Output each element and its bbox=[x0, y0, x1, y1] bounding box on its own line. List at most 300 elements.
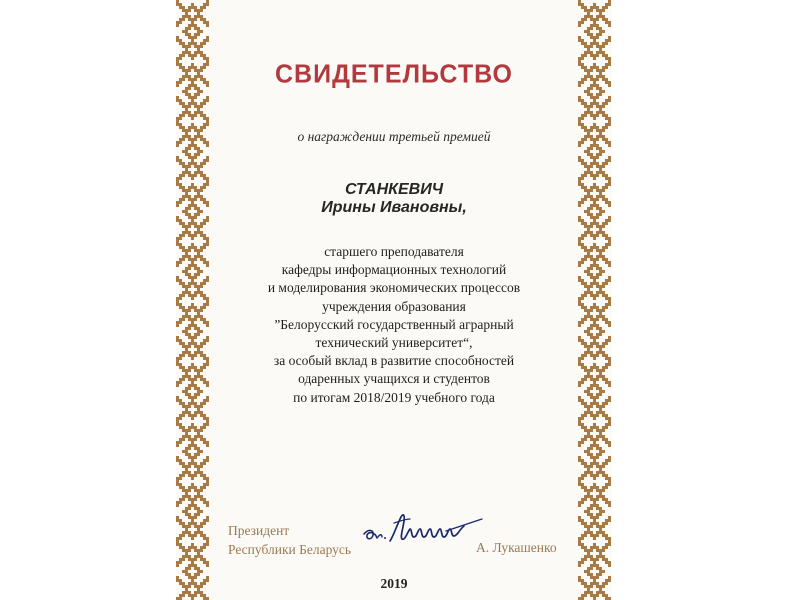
ornament-cell bbox=[194, 486, 197, 489]
ornament-cell bbox=[584, 375, 587, 378]
ornament-cell bbox=[578, 540, 581, 543]
ornament-cell bbox=[188, 162, 191, 165]
ornament-cell bbox=[194, 36, 197, 39]
ornament-cell bbox=[188, 531, 191, 534]
ornament-cell bbox=[581, 282, 584, 285]
ornament-cell bbox=[605, 366, 608, 369]
ornament-cell bbox=[593, 144, 596, 147]
ornament-cell bbox=[608, 204, 611, 207]
ornament-cell bbox=[587, 510, 590, 513]
ornament-cell bbox=[578, 336, 581, 339]
ornament-cell bbox=[590, 294, 593, 297]
ornament-cell bbox=[191, 402, 194, 405]
ornament-cell bbox=[593, 543, 596, 546]
ornament-cell bbox=[602, 255, 605, 258]
ornament-cell bbox=[590, 186, 593, 189]
ornament-cell bbox=[584, 555, 587, 558]
ornament-cell bbox=[188, 249, 191, 252]
ornament-cell bbox=[590, 306, 593, 309]
ornament-cell bbox=[602, 45, 605, 48]
ornament-cell bbox=[602, 234, 605, 237]
ornament-cell bbox=[605, 183, 608, 186]
ornament-cell bbox=[191, 141, 194, 144]
ornament-cell bbox=[590, 198, 593, 201]
ornament-cell bbox=[584, 246, 587, 249]
ornament-cell bbox=[197, 168, 200, 171]
ornament-cell bbox=[185, 189, 188, 192]
ornament-cell bbox=[584, 270, 587, 273]
ornament-cell bbox=[596, 258, 599, 261]
ornament-cell bbox=[191, 159, 194, 162]
description-line: одаренных учащихся и студентов bbox=[298, 371, 490, 387]
ornament-cell bbox=[188, 582, 191, 585]
ornament-cell bbox=[599, 255, 602, 258]
ornament-cell bbox=[176, 483, 179, 486]
ornament-cell bbox=[596, 36, 599, 39]
ornament-cell bbox=[578, 24, 581, 27]
ornament-cell bbox=[185, 393, 188, 396]
ornament-cell bbox=[581, 501, 584, 504]
ornament-cell bbox=[581, 342, 584, 345]
ornament-cell bbox=[185, 432, 188, 435]
ornament-cell bbox=[194, 135, 197, 138]
ornament-cell bbox=[599, 507, 602, 510]
ornament-cell bbox=[602, 315, 605, 318]
ornament-cell bbox=[179, 402, 182, 405]
ornament-cell bbox=[596, 489, 599, 492]
ornament-cell bbox=[593, 276, 596, 279]
ornament-cell bbox=[587, 570, 590, 573]
ornament-cell bbox=[596, 114, 599, 117]
ornament-cell bbox=[206, 261, 209, 264]
ornament-cell bbox=[581, 279, 584, 282]
ornament-cell bbox=[191, 423, 194, 426]
ornament-cell bbox=[596, 93, 599, 96]
ornament-cell bbox=[182, 135, 185, 138]
ornament-cell bbox=[179, 123, 182, 126]
ornament-cell bbox=[182, 546, 185, 549]
ornament-cell bbox=[206, 24, 209, 27]
ornament-cell bbox=[188, 366, 191, 369]
ornament-cell bbox=[194, 504, 197, 507]
ornament-cell bbox=[197, 192, 200, 195]
ornament-cell bbox=[584, 258, 587, 261]
ornament-cell bbox=[200, 126, 203, 129]
ornament-cell bbox=[596, 231, 599, 234]
ornament-cell bbox=[203, 126, 206, 129]
ornament-cell bbox=[581, 39, 584, 42]
ornament-cell bbox=[590, 426, 593, 429]
ornament-cell bbox=[605, 222, 608, 225]
ornament-cell bbox=[197, 465, 200, 468]
ornament-cell bbox=[203, 402, 206, 405]
ornament-cell bbox=[581, 186, 584, 189]
ornament-cell bbox=[590, 24, 593, 27]
ornament-cell bbox=[206, 516, 209, 519]
ornament-cell bbox=[578, 216, 581, 219]
ornament-cell bbox=[593, 399, 596, 402]
ornament-cell bbox=[200, 78, 203, 81]
ornament-cell bbox=[203, 297, 206, 300]
ornament-cell bbox=[605, 441, 608, 444]
ornament-cell bbox=[578, 360, 581, 363]
ornament-cell bbox=[590, 291, 593, 294]
description-line: технический университет“, bbox=[315, 335, 473, 351]
ornament-cell bbox=[188, 378, 191, 381]
ornament-cell bbox=[608, 120, 611, 123]
ornament-cell bbox=[206, 57, 209, 60]
ornament-cell bbox=[188, 129, 191, 132]
ornament-cell bbox=[599, 510, 602, 513]
ornament-cell bbox=[200, 369, 203, 372]
ornament-cell bbox=[182, 366, 185, 369]
ornament-cell bbox=[587, 69, 590, 72]
ornament-cell bbox=[188, 354, 191, 357]
ornament-cell bbox=[590, 204, 593, 207]
ornament-cell bbox=[602, 75, 605, 78]
ornament-cell bbox=[602, 270, 605, 273]
ornament-cell bbox=[182, 51, 185, 54]
ornament-cell bbox=[578, 63, 581, 66]
ornament-cell bbox=[191, 102, 194, 105]
ornament-cell bbox=[596, 354, 599, 357]
ornament-cell bbox=[593, 483, 596, 486]
ornament-cell bbox=[194, 558, 197, 561]
ornament-cell bbox=[185, 45, 188, 48]
ornament-cell bbox=[596, 189, 599, 192]
ornament-cell bbox=[188, 174, 191, 177]
ornament-cell bbox=[200, 375, 203, 378]
ornament-cell bbox=[191, 498, 194, 501]
ornament-cell bbox=[605, 579, 608, 582]
ornament-cell bbox=[188, 255, 191, 258]
ornament-cell bbox=[605, 261, 608, 264]
ornament-cell bbox=[194, 225, 197, 228]
ornament-cell bbox=[584, 174, 587, 177]
ornament-cell bbox=[596, 153, 599, 156]
ornament-cell bbox=[206, 60, 209, 63]
ornament-cell bbox=[203, 519, 206, 522]
ornament-cell bbox=[194, 333, 197, 336]
ornament-cell bbox=[176, 201, 179, 204]
ornament-cell bbox=[602, 450, 605, 453]
ornament-cell bbox=[188, 444, 191, 447]
ornament-cell bbox=[197, 231, 200, 234]
ornament-cell bbox=[605, 99, 608, 102]
ornament-cell bbox=[185, 225, 188, 228]
ornament-cell bbox=[596, 222, 599, 225]
ornament-cell bbox=[581, 102, 584, 105]
ornament-cell bbox=[599, 93, 602, 96]
ornament-cell bbox=[200, 309, 203, 312]
ornament-cell bbox=[194, 336, 197, 339]
ornament-cell bbox=[578, 276, 581, 279]
ornament-cell bbox=[185, 429, 188, 432]
ornament-cell bbox=[593, 279, 596, 282]
ornament-cell bbox=[593, 246, 596, 249]
ornament-cell bbox=[194, 153, 197, 156]
ornament-cell bbox=[584, 390, 587, 393]
ornament-cell bbox=[590, 138, 593, 141]
ornament-cell bbox=[197, 195, 200, 198]
ornament-cell bbox=[593, 201, 596, 204]
ornament-cell bbox=[203, 174, 206, 177]
ornament-cell bbox=[188, 138, 191, 141]
ornament-cell bbox=[182, 549, 185, 552]
ornament-cell bbox=[596, 186, 599, 189]
ornament-cell bbox=[194, 69, 197, 72]
ornament-cell bbox=[188, 369, 191, 372]
ornament-cell bbox=[206, 399, 209, 402]
ornament-cell bbox=[596, 465, 599, 468]
ornament-cell bbox=[602, 489, 605, 492]
ornament-cell bbox=[185, 330, 188, 333]
ornament-cell bbox=[599, 165, 602, 168]
ornament-cell bbox=[197, 105, 200, 108]
ornament-cell bbox=[578, 39, 581, 42]
ornament-cell bbox=[200, 189, 203, 192]
ornament-cell bbox=[587, 372, 590, 375]
ornament-cell bbox=[197, 51, 200, 54]
ornament-cell bbox=[191, 261, 194, 264]
ornament-cell bbox=[197, 492, 200, 495]
ornament-cell bbox=[587, 45, 590, 48]
ornament-cell bbox=[191, 279, 194, 282]
ornament-cell bbox=[206, 519, 209, 522]
ornament-cell bbox=[599, 447, 602, 450]
ornament-cell bbox=[590, 129, 593, 132]
ornament-cell bbox=[605, 282, 608, 285]
ornament-cell bbox=[602, 165, 605, 168]
ornament-cell bbox=[206, 279, 209, 282]
ornament-cell bbox=[596, 225, 599, 228]
ornament-cell bbox=[182, 498, 185, 501]
ornament-cell bbox=[605, 258, 608, 261]
ornament-cell bbox=[587, 105, 590, 108]
ornament-cell bbox=[182, 594, 185, 597]
ornament-cell bbox=[578, 3, 581, 6]
ornament-cell bbox=[593, 138, 596, 141]
ornament-cell bbox=[602, 138, 605, 141]
ornament-cell bbox=[596, 564, 599, 567]
ornament-cell bbox=[605, 114, 608, 117]
ornament-cell bbox=[587, 189, 590, 192]
ornament-cell bbox=[206, 336, 209, 339]
ornament-cell bbox=[593, 324, 596, 327]
ornament-cell bbox=[581, 234, 584, 237]
ornament-cell bbox=[599, 192, 602, 195]
ornament-cell bbox=[605, 378, 608, 381]
ornament-cell bbox=[188, 111, 191, 114]
ornament-cell bbox=[605, 474, 608, 477]
ornament-cell bbox=[587, 432, 590, 435]
ornament-cell bbox=[596, 447, 599, 450]
ornament-cell bbox=[203, 138, 206, 141]
ornament-cell bbox=[194, 315, 197, 318]
ornament-cell bbox=[197, 45, 200, 48]
ornament-cell bbox=[590, 474, 593, 477]
ornament-cell bbox=[590, 507, 593, 510]
ornament-cell bbox=[182, 66, 185, 69]
ornament-cell bbox=[581, 243, 584, 246]
ornament-cell bbox=[185, 9, 188, 12]
ornament-cell bbox=[197, 153, 200, 156]
ornament-cell bbox=[581, 402, 584, 405]
ornament-cell bbox=[581, 378, 584, 381]
ornament-cell bbox=[608, 243, 611, 246]
ornament-cell bbox=[581, 522, 584, 525]
ornament-cell bbox=[206, 36, 209, 39]
ornament-cell bbox=[584, 531, 587, 534]
ornament-cell bbox=[191, 501, 194, 504]
ornament-cell bbox=[182, 405, 185, 408]
ornament-cell bbox=[584, 249, 587, 252]
ornament-cell bbox=[200, 570, 203, 573]
ornament-cell bbox=[593, 96, 596, 99]
ornament-cell bbox=[191, 162, 194, 165]
ornament-cell bbox=[581, 381, 584, 384]
ornament-cell bbox=[188, 207, 191, 210]
ornament-cell bbox=[599, 312, 602, 315]
ornament-cell bbox=[584, 474, 587, 477]
ornament-cell bbox=[185, 270, 188, 273]
ornament-cell bbox=[188, 51, 191, 54]
ornament-cell bbox=[194, 582, 197, 585]
ornament-cell bbox=[578, 417, 581, 420]
ornament-cell bbox=[584, 315, 587, 318]
ornament-cell bbox=[206, 216, 209, 219]
ornament-cell bbox=[593, 24, 596, 27]
ornament-cell bbox=[197, 249, 200, 252]
ornament-cell bbox=[590, 567, 593, 570]
ornament-cell bbox=[590, 351, 593, 354]
ornament-cell bbox=[203, 21, 206, 24]
ornament-cell bbox=[194, 438, 197, 441]
ornament-cell bbox=[581, 357, 584, 360]
ornament-cell bbox=[176, 261, 179, 264]
ornament-cell bbox=[197, 189, 200, 192]
ornament-cell bbox=[188, 411, 191, 414]
ornament-cell bbox=[194, 87, 197, 90]
ornament-cell bbox=[602, 51, 605, 54]
ornament-cell bbox=[185, 513, 188, 516]
ornament-cell bbox=[188, 471, 191, 474]
ornament-cell bbox=[194, 318, 197, 321]
ornament-cell bbox=[581, 63, 584, 66]
ornament-cell bbox=[590, 378, 593, 381]
ornament-cell bbox=[185, 15, 188, 18]
ornament-cell bbox=[203, 39, 206, 42]
ornament-cell bbox=[179, 21, 182, 24]
ornament-cell bbox=[194, 147, 197, 150]
ornament-cell bbox=[194, 375, 197, 378]
ornament-cell bbox=[188, 489, 191, 492]
ornament-cell bbox=[602, 555, 605, 558]
ornament-cell bbox=[596, 15, 599, 18]
ornament-cell bbox=[191, 21, 194, 24]
ornament-cell bbox=[587, 27, 590, 30]
ornament-cell bbox=[200, 171, 203, 174]
ornament-cell bbox=[599, 249, 602, 252]
ornament-cell bbox=[185, 351, 188, 354]
ornament-cell bbox=[197, 351, 200, 354]
ornament-cell bbox=[200, 114, 203, 117]
ornament-cell bbox=[590, 447, 593, 450]
ornament-cell bbox=[593, 18, 596, 21]
ornament-cell bbox=[191, 438, 194, 441]
ornament-cell bbox=[593, 63, 596, 66]
ornament-cell bbox=[176, 423, 179, 426]
ornament-cell bbox=[596, 171, 599, 174]
ornament-cell bbox=[578, 483, 581, 486]
ornament-cell bbox=[584, 366, 587, 369]
ornament-cell bbox=[194, 429, 197, 432]
ornament-cell bbox=[584, 558, 587, 561]
ornament-cell bbox=[200, 270, 203, 273]
ornament-cell bbox=[203, 6, 206, 9]
ornament-cell bbox=[182, 378, 185, 381]
ornament-cell bbox=[191, 357, 194, 360]
ornament-cell bbox=[581, 537, 584, 540]
ornament-cell bbox=[578, 180, 581, 183]
ornament-cell bbox=[206, 183, 209, 186]
ornament-cell bbox=[188, 414, 191, 417]
ornament-cell bbox=[191, 396, 194, 399]
ornament-cell bbox=[596, 378, 599, 381]
ornament-cell bbox=[578, 300, 581, 303]
ornament-cell bbox=[605, 303, 608, 306]
ornament-cell bbox=[581, 198, 584, 201]
ornament-cell bbox=[182, 249, 185, 252]
ornament-cell bbox=[200, 162, 203, 165]
ornament-cell bbox=[197, 375, 200, 378]
ornament-cell bbox=[176, 156, 179, 159]
ornament-cell bbox=[188, 345, 191, 348]
ornament-cell bbox=[581, 54, 584, 57]
ornament-cell bbox=[197, 165, 200, 168]
ornament-cell bbox=[206, 3, 209, 6]
ornament-cell bbox=[194, 396, 197, 399]
ornament-cell bbox=[590, 222, 593, 225]
ornament-cell bbox=[593, 357, 596, 360]
ornament-cell bbox=[590, 324, 593, 327]
ornament-cell bbox=[596, 498, 599, 501]
ornament-cell bbox=[185, 228, 188, 231]
ornament-cell bbox=[578, 240, 581, 243]
ornament-cell bbox=[206, 300, 209, 303]
ornament-cell bbox=[179, 339, 182, 342]
ornament-cell bbox=[200, 258, 203, 261]
ornament-cell bbox=[596, 444, 599, 447]
ornament-cell bbox=[191, 24, 194, 27]
ornament-cell bbox=[194, 276, 197, 279]
ornament-cell bbox=[599, 393, 602, 396]
ornament-cell bbox=[605, 18, 608, 21]
ornament-cell bbox=[590, 114, 593, 117]
ornament-cell bbox=[197, 75, 200, 78]
ornament-cell bbox=[584, 171, 587, 174]
ornament-cell bbox=[581, 162, 584, 165]
ornament-cell bbox=[596, 213, 599, 216]
ornament-cell bbox=[182, 9, 185, 12]
ornament-cell bbox=[194, 195, 197, 198]
ornament-cell bbox=[596, 456, 599, 459]
ornament-cell bbox=[179, 342, 182, 345]
ornament-cell bbox=[593, 426, 596, 429]
ornament-cell bbox=[206, 459, 209, 462]
ornament-cell bbox=[590, 438, 593, 441]
ornament-cell bbox=[587, 15, 590, 18]
